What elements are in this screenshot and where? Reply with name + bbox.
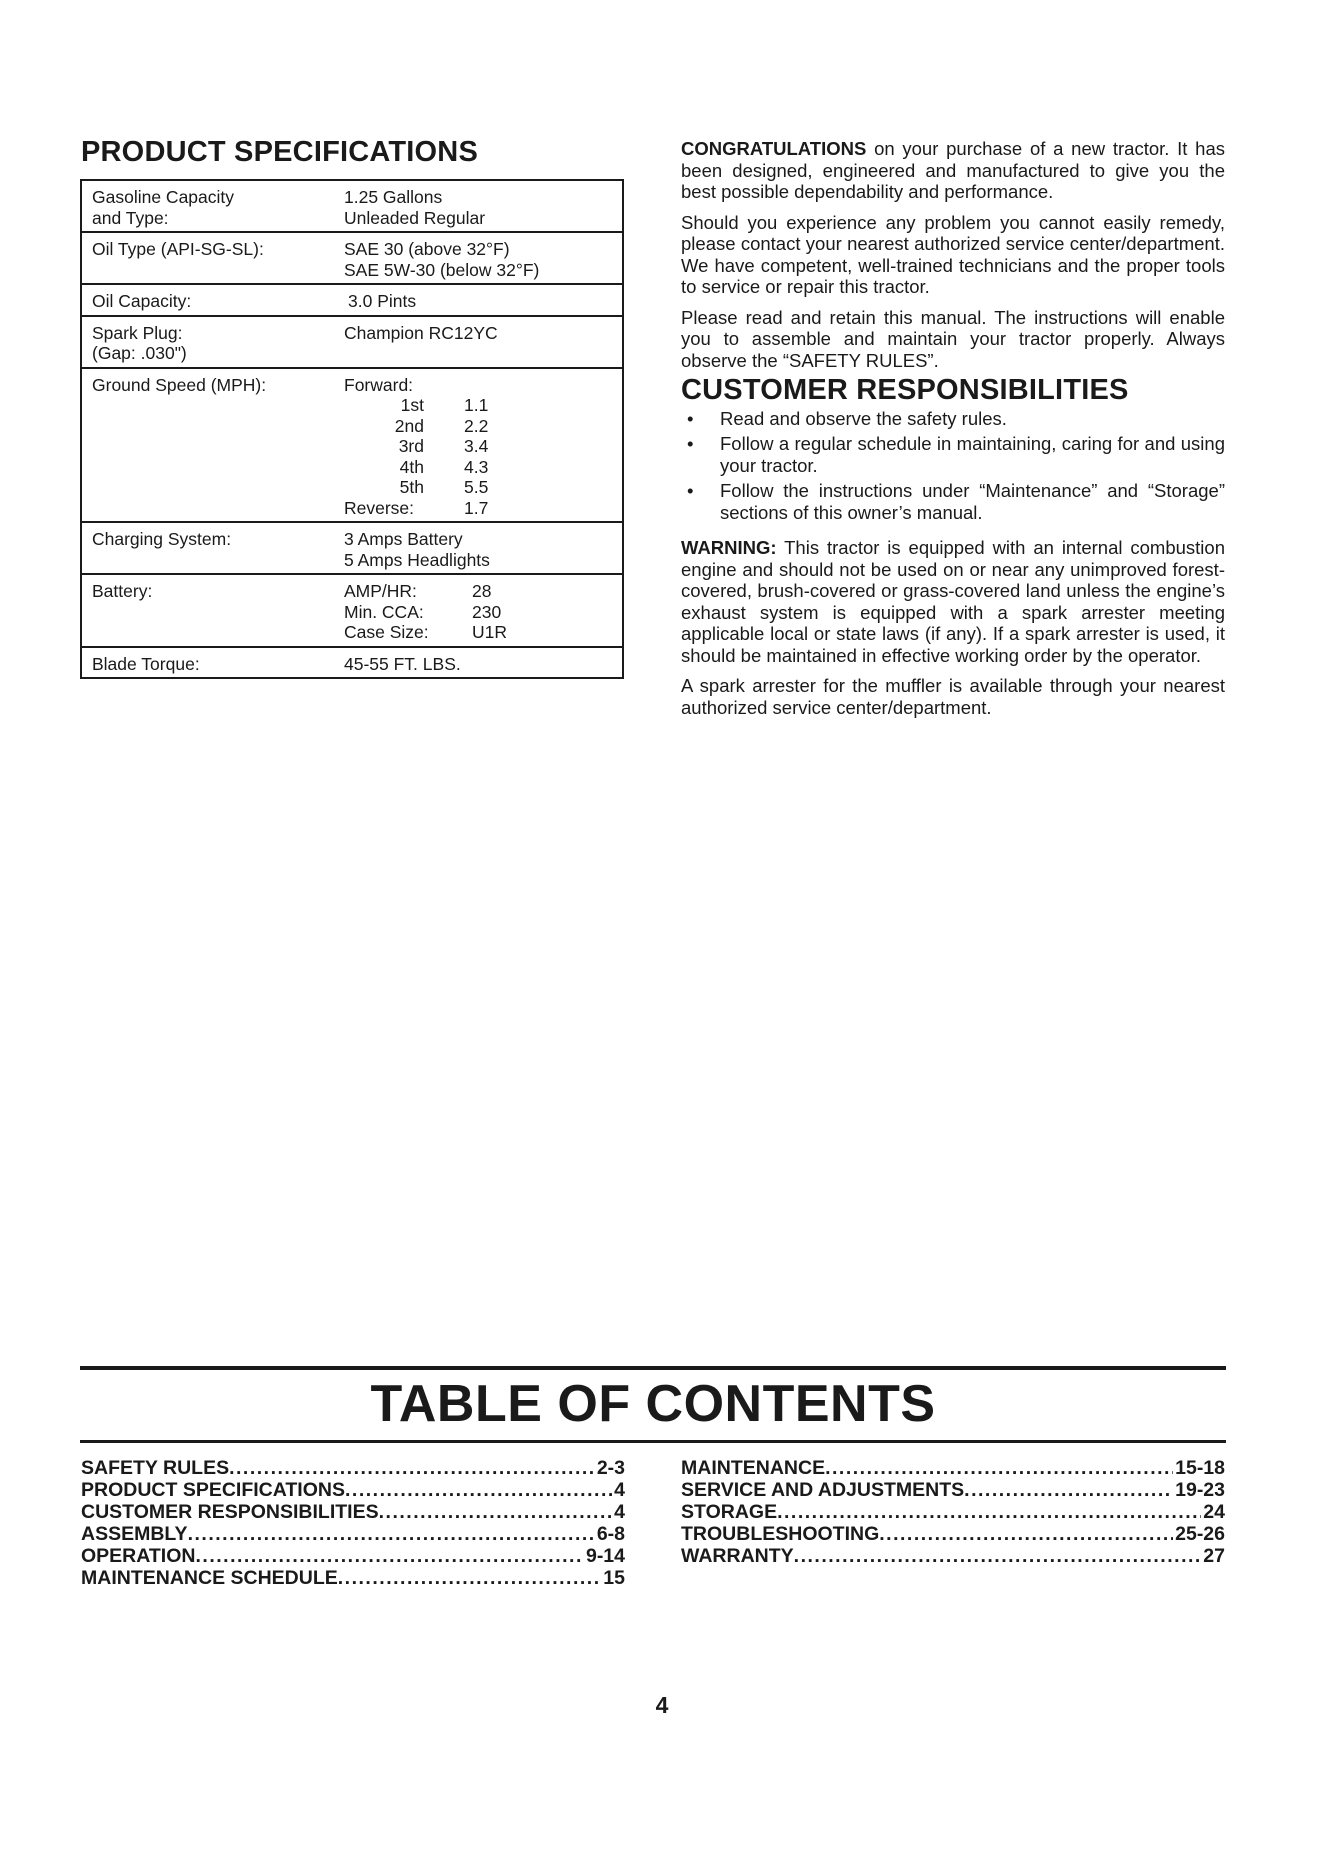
spec-label-line: and Type:: [92, 207, 169, 228]
toc-entry-title: OPERATION: [81, 1545, 196, 1567]
toc-leader-dots: [794, 1545, 1202, 1567]
toc-entry[interactable]: [81, 1479, 625, 1501]
toc-leader-dots: [229, 1457, 595, 1479]
reverse-label: Reverse:: [344, 497, 415, 518]
spec-label: [81, 574, 334, 647]
toc-entry-page: 6-8: [596, 1523, 625, 1545]
toc-leader-dots: [825, 1457, 1173, 1479]
battery-spec-row: [344, 622, 622, 643]
gear-row: [344, 436, 622, 457]
spec-label-line: Blade Torque:: [92, 653, 200, 674]
spec-label-line: Charging System:: [92, 529, 232, 549]
toc-entry-page: 4: [614, 1479, 625, 1501]
bullet-icon: •: [687, 407, 694, 429]
spec-value: [334, 647, 623, 679]
gear-name: 5th: [399, 477, 424, 497]
gear-speed: 4.3: [464, 456, 489, 477]
spec-label-line: Oil Type (API-SG-SL):: [92, 239, 264, 259]
toc-leader-dots: [338, 1567, 602, 1589]
toc-entry-title: MAINTENANCE SCHEDULE: [81, 1567, 338, 1589]
toc-title: TABLE OF CONTENTS: [370, 1375, 936, 1433]
spec-value-line: 5 Amps Headlights: [344, 549, 490, 570]
spec-label-line: Spark Plug:: [92, 322, 183, 343]
bullet-icon: •: [687, 480, 694, 501]
toc-entry-page: 15: [603, 1567, 625, 1589]
spec-row-blade-torque: [81, 647, 623, 679]
toc-entry-page: 25-26: [1175, 1523, 1225, 1545]
spec-value: [334, 574, 623, 647]
product-specifications-title: PRODUCT SPECIFICATIONS: [81, 136, 478, 168]
spec-label: [81, 180, 334, 232]
toc-entry-page: 2-3: [596, 1457, 625, 1479]
spark-arrester-paragraph: A spark arrester for the muffler is available through your nearest authorized service center/department.: [681, 675, 1225, 718]
gear-speed: 2.2: [464, 415, 489, 436]
toc-entry[interactable]: [681, 1523, 1225, 1545]
toc-entry-page: 24: [1203, 1501, 1225, 1523]
spec-value-line: SAE 30 (above 32°F): [344, 239, 510, 259]
gear-name: 3rd: [398, 436, 424, 456]
list-item: [681, 480, 1225, 523]
spec-value-line: SAE 5W-30 (below 32°F): [344, 259, 540, 280]
forward-label: Forward:: [344, 374, 414, 395]
customer-responsibilities-title: CUSTOMER RESPONSIBILITIES: [681, 374, 1129, 406]
spec-label: [81, 647, 334, 679]
spec-value-line: 3.0 Pints: [348, 291, 417, 311]
toc-entry-title: PRODUCT SPECIFICATIONS: [81, 1479, 345, 1501]
battery-spec-row: [344, 581, 622, 602]
spec-value-line: Champion RC12YC: [344, 322, 498, 343]
reverse-speed: 1.7: [464, 497, 489, 518]
battery-spec-row: [344, 602, 622, 623]
toc-bottom-rule: [80, 1440, 1226, 1443]
list-item-text: Read and observe the safety rules.: [720, 407, 1007, 429]
congratulations-lead: CONGRATULATIONS: [681, 138, 867, 159]
spec-row-battery: [81, 574, 623, 647]
read-manual-paragraph: Please read and retain this manual. The instructions will enable you to assemble and maintain your tractor properly. Always observe the “SAFETY RULES”.: [681, 306, 1225, 371]
toc-entry-title: MAINTENANCE: [681, 1457, 826, 1479]
spec-row-charging-system: [81, 522, 623, 574]
spec-row-spark-plug: [81, 316, 623, 368]
toc-entry-page: 4: [614, 1501, 625, 1523]
spec-label: [81, 368, 334, 523]
gear-row: [344, 477, 622, 498]
gear-speed: 5.5: [464, 477, 489, 497]
toc-entry-title: STORAGE: [681, 1501, 778, 1523]
toc-entry[interactable]: [681, 1501, 1225, 1523]
spec-label-line: Oil Capacity:: [92, 291, 192, 311]
bullet-icon: •: [687, 433, 694, 454]
gear-row: [344, 416, 622, 437]
spec-row-ground-speed: [81, 368, 623, 523]
toc-entry-page: 27: [1203, 1545, 1225, 1567]
list-item-text: Follow the instructions under “Maintenance” and “Storage” sections of this owner’s manual.: [720, 480, 1225, 523]
spec-row-oil-type: [81, 232, 623, 284]
congratulations-text: on your purchase of a new tractor. It has been designed, engineered and manufactured to give you the best possible dependability and performance.: [681, 138, 1225, 202]
toc-entry-title: ASSEMBLY: [81, 1523, 188, 1545]
battery-spec-value: 28: [472, 581, 492, 601]
intro-column: [681, 138, 1225, 727]
toc-entry[interactable]: [81, 1567, 625, 1589]
toc-entry[interactable]: [681, 1545, 1225, 1567]
spec-label-line: Ground Speed (MPH):: [92, 374, 267, 395]
service-paragraph: Should you experience any problem you cannot easily remedy, please contact your nearest authorized service center/department. We have competent, well-trained technicians and the proper tools to service or repair this tractor.: [681, 211, 1225, 297]
battery-spec-name: Case Size:: [344, 622, 429, 642]
gear-speed: 3.4: [464, 436, 489, 456]
toc-entry[interactable]: [81, 1545, 625, 1567]
toc-leader-dots: [964, 1479, 1173, 1501]
customer-responsibilities-list: [681, 408, 1225, 524]
spec-value: [334, 316, 623, 368]
spec-label: [81, 522, 334, 574]
gear-row: [344, 457, 622, 478]
spec-label: [81, 284, 334, 316]
toc-leader-dots: [345, 1479, 612, 1501]
battery-spec-name: Min. CCA:: [344, 601, 424, 622]
spec-row-gasoline: [81, 180, 623, 232]
toc-entry-title: TROUBLESHOOTING: [681, 1523, 880, 1545]
page-number: 4: [655, 1692, 669, 1718]
spec-label: [81, 232, 334, 284]
spec-value: [334, 284, 623, 316]
spec-value: [334, 522, 623, 574]
spec-value-line: 3 Amps Battery: [344, 529, 463, 549]
toc-top-rule: [80, 1366, 1226, 1370]
toc-entry[interactable]: [81, 1457, 625, 1479]
toc-entry-title: SERVICE AND ADJUSTMENTS: [681, 1479, 965, 1501]
gear-row: [344, 395, 622, 416]
list-item-text: Follow a regular schedule in maintaining, caring for and using your tractor.: [720, 433, 1225, 476]
toc-entry[interactable]: [681, 1479, 1225, 1501]
toc-leader-dots: [195, 1545, 583, 1567]
toc-entry-page: 9-14: [585, 1545, 625, 1567]
toc-entry[interactable]: [81, 1501, 625, 1523]
warning-paragraph: [681, 537, 1225, 666]
gear-name: 2nd: [394, 415, 424, 436]
toc-entry-title: SAFETY RULES: [81, 1457, 230, 1479]
warning-lead: WARNING:: [681, 537, 777, 558]
gear-name: 4th: [399, 456, 424, 477]
toc-left-column: [81, 1457, 625, 1589]
toc-entry-page: 15-18: [1175, 1457, 1225, 1479]
list-item: [681, 433, 1225, 476]
spec-value-line: 1.25 Gallons: [344, 187, 443, 207]
toc-entry-title: WARRANTY: [681, 1545, 794, 1567]
toc-leader-dots: [188, 1523, 595, 1545]
gear-speed: 1.1: [464, 395, 489, 415]
spec-value: [334, 232, 623, 284]
toc-leader-dots: [379, 1501, 613, 1523]
spec-label-line: Gasoline Capacity: [92, 187, 235, 207]
toc-entry[interactable]: [681, 1457, 1225, 1479]
toc-leader-dots: [879, 1523, 1173, 1545]
spec-label: [81, 316, 334, 368]
toc-leader-dots: [777, 1501, 1201, 1523]
toc-entry-title: CUSTOMER RESPONSIBILITIES: [81, 1501, 379, 1523]
toc-right-column: [681, 1457, 1225, 1567]
battery-spec-name: AMP/HR:: [344, 581, 417, 601]
battery-spec-value: U1R: [472, 622, 508, 642]
reverse-row: [344, 498, 622, 519]
congratulations-paragraph: [681, 138, 1225, 203]
spec-value: [334, 368, 623, 523]
warning-text: This tractor is equipped with an internal combustion engine and should not be used on or near any unimproved forest-covered, brush-covered or grass-covered land unless the engine’s exhaust system is equipped with a spark arrester meeting applicable local or state laws (if any). If a spark arrester is used, it should be maintained in effective working order by the operator.: [681, 537, 1225, 666]
list-item: [681, 408, 1225, 430]
spec-row-oil-capacity: [81, 284, 623, 316]
battery-spec-value: 230: [472, 601, 502, 622]
spec-value: [334, 180, 623, 232]
spec-value-line: Unleaded Regular: [344, 207, 486, 228]
spec-label-line: Battery:: [92, 581, 153, 601]
toc-entry[interactable]: [81, 1523, 625, 1545]
toc-entry-page: 19-23: [1175, 1479, 1225, 1501]
spec-value-line: 45-55 FT. LBS.: [344, 653, 461, 674]
spec-label-line: (Gap: .030"): [92, 343, 187, 363]
gear-name: 1st: [400, 395, 424, 415]
product-specifications-table: [80, 179, 624, 679]
